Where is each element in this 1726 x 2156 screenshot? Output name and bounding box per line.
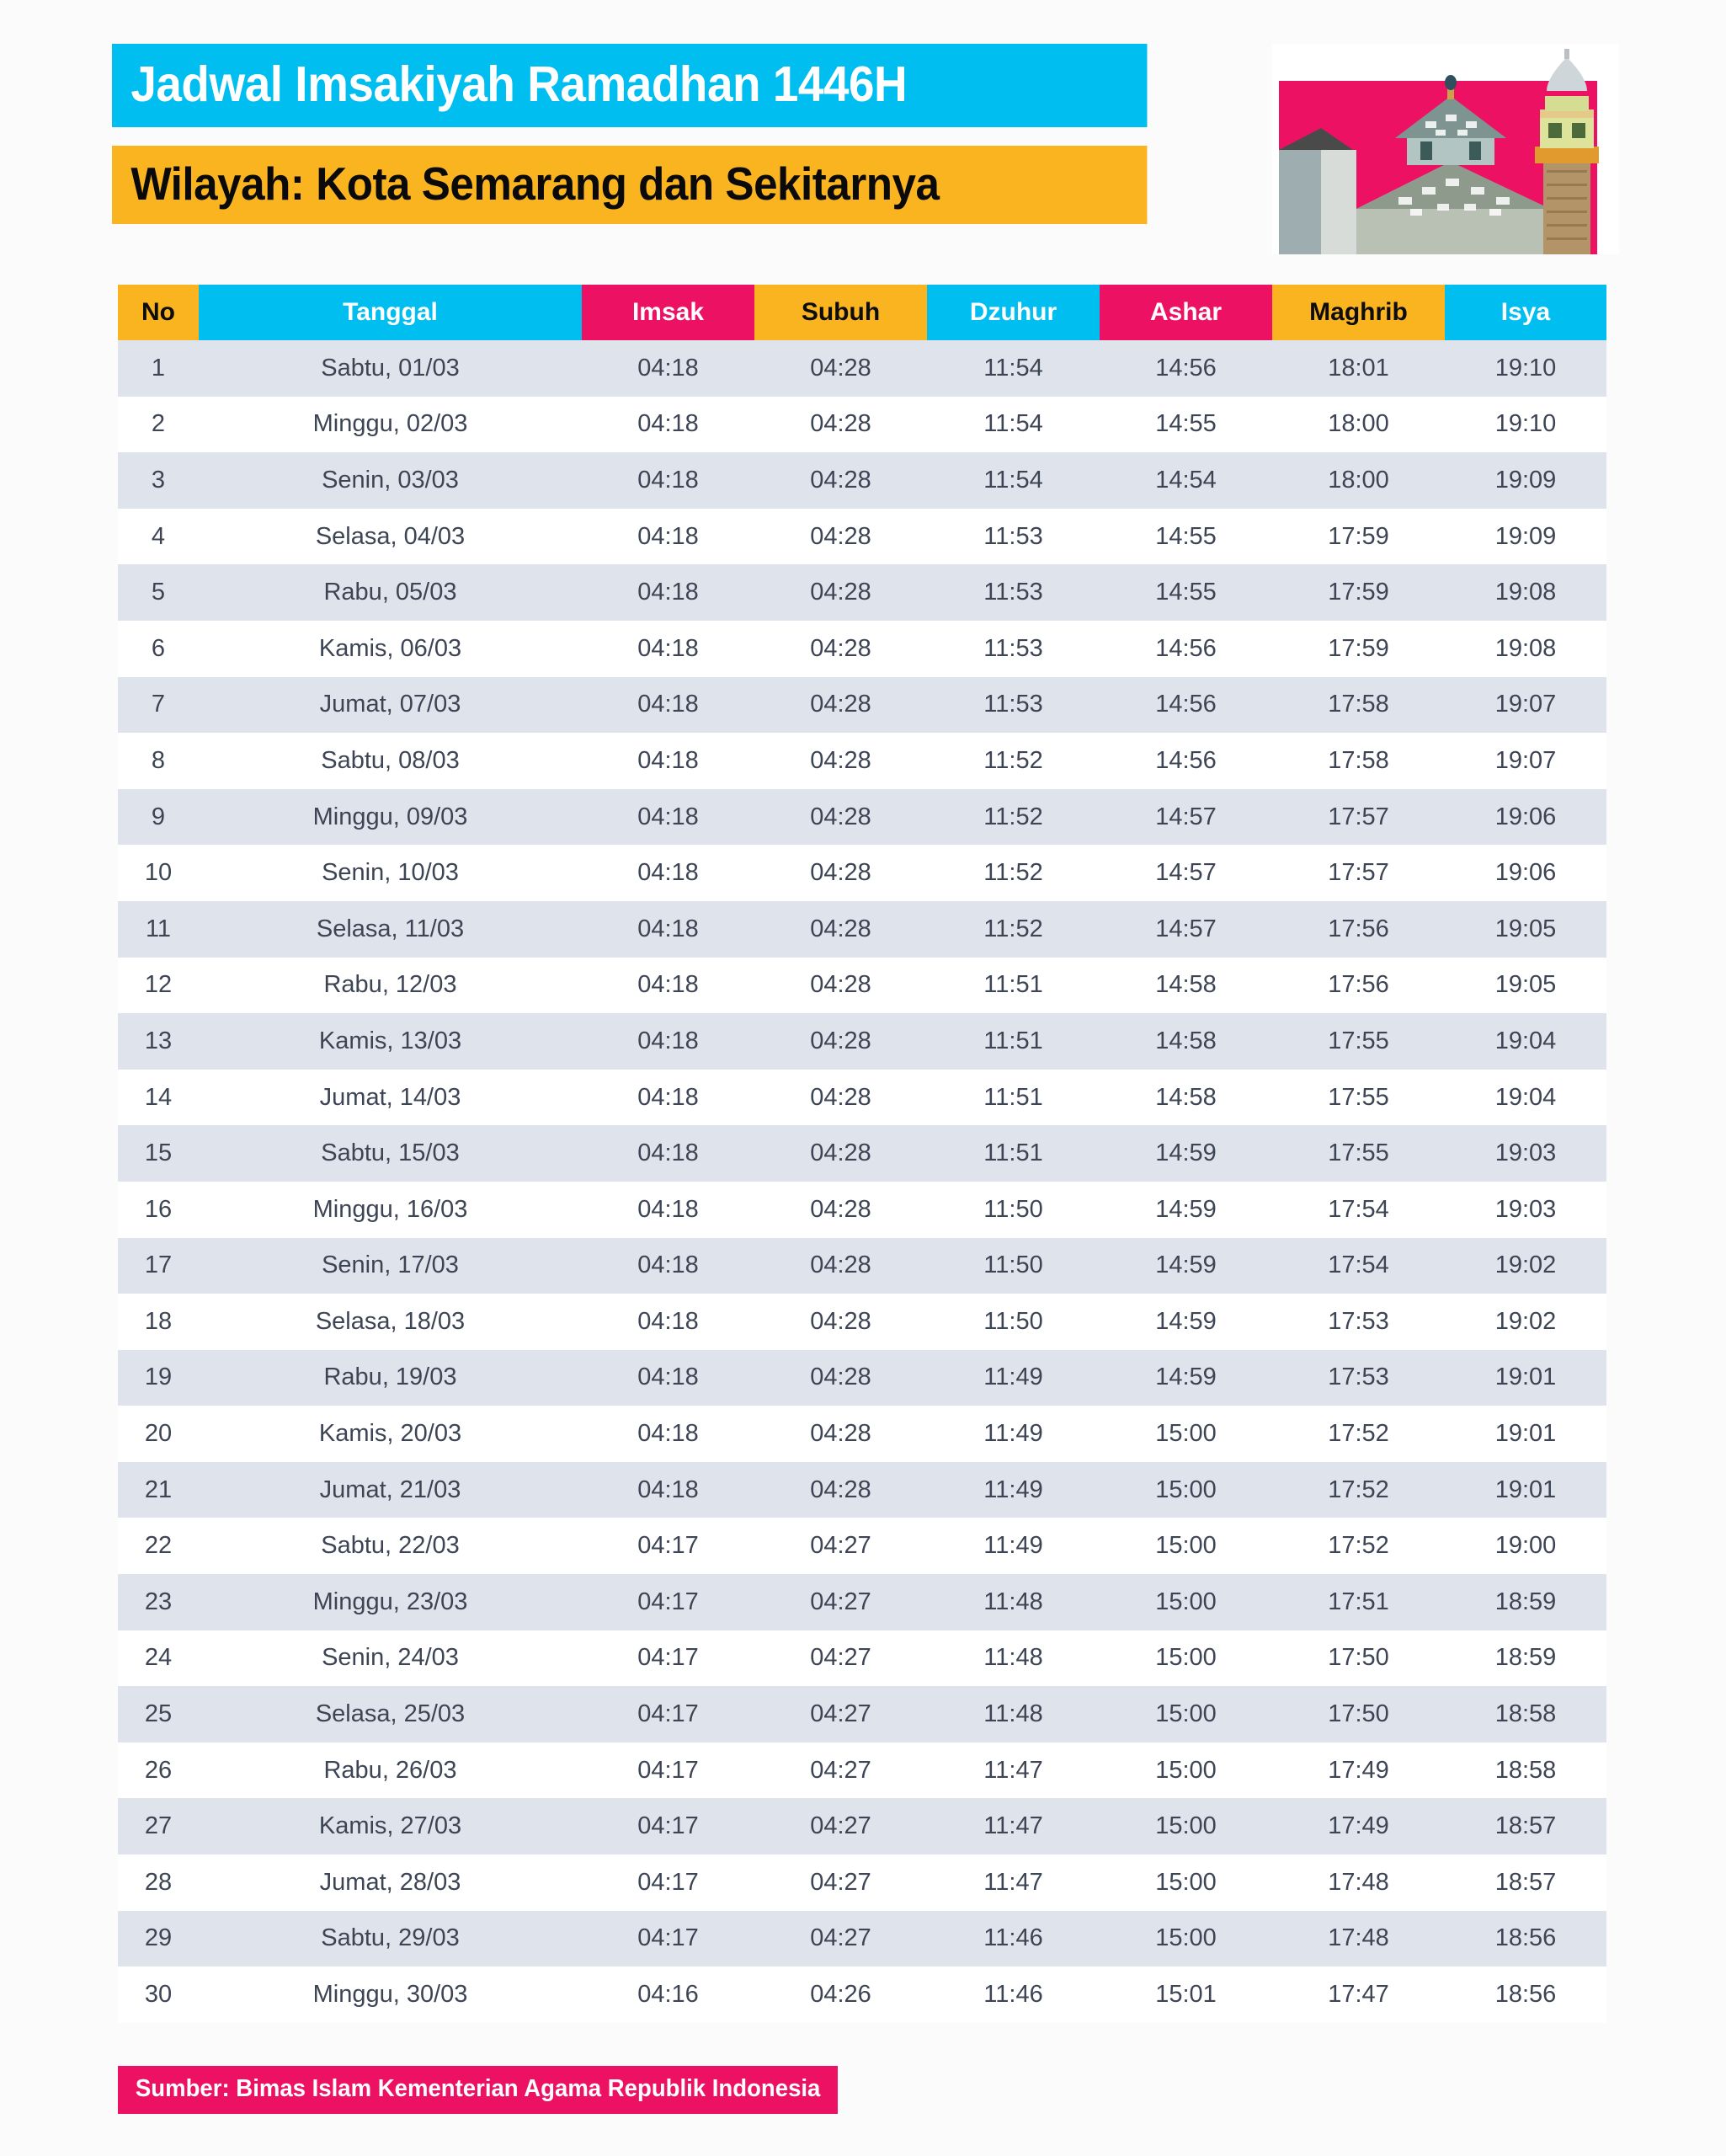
cell-isya: 19:05: [1445, 958, 1606, 1014]
cell-tanggal: Rabu, 12/03: [199, 958, 582, 1014]
cell-imsak: 04:18: [582, 1125, 754, 1182]
cell-maghrib: 17:58: [1272, 733, 1445, 789]
cell-imsak: 04:18: [582, 1462, 754, 1518]
cell-maghrib: 17:55: [1272, 1070, 1445, 1126]
cell-subuh: 04:27: [754, 1686, 927, 1742]
cell-isya: 19:07: [1445, 677, 1606, 734]
cell-no: 30: [118, 1967, 199, 2023]
table-head: [118, 285, 1606, 340]
cell-no: 23: [118, 1574, 199, 1630]
cell-subuh: 04:28: [754, 340, 927, 397]
cell-no: 7: [118, 677, 199, 734]
cell-isya: 19:04: [1445, 1013, 1606, 1070]
cell-subuh: 04:27: [754, 1574, 927, 1630]
table-row: [118, 1630, 1606, 1687]
cell-dzuhur: 11:53: [927, 509, 1100, 565]
cell-tanggal: Rabu, 19/03: [199, 1350, 582, 1406]
cell-ashar: 15:00: [1100, 1686, 1272, 1742]
cell-tanggal: Jumat, 07/03: [199, 677, 582, 734]
cell-maghrib: 17:53: [1272, 1350, 1445, 1406]
cell-maghrib: 17:52: [1272, 1462, 1445, 1518]
cell-tanggal: Jumat, 21/03: [199, 1462, 582, 1518]
table-row: [118, 845, 1606, 901]
mosque-illustration: [1272, 44, 1619, 254]
cell-no: 13: [118, 1013, 199, 1070]
cell-no: 1: [118, 340, 199, 397]
cell-dzuhur: 11:52: [927, 789, 1100, 846]
cell-dzuhur: 11:50: [927, 1294, 1100, 1350]
cell-dzuhur: 11:50: [927, 1238, 1100, 1294]
cell-ashar: 14:57: [1100, 845, 1272, 901]
table-row: [118, 1350, 1606, 1406]
mosque-photo: [1272, 44, 1619, 254]
cell-isya: 18:57: [1445, 1854, 1606, 1911]
cell-no: 12: [118, 958, 199, 1014]
cell-maghrib: 17:56: [1272, 958, 1445, 1014]
cell-imsak: 04:18: [582, 621, 754, 677]
cell-ashar: 14:56: [1100, 677, 1272, 734]
cell-maghrib: 17:54: [1272, 1182, 1445, 1238]
cell-dzuhur: 11:51: [927, 1070, 1100, 1126]
cell-subuh: 04:27: [754, 1518, 927, 1574]
cell-maghrib: 17:58: [1272, 677, 1445, 734]
cell-subuh: 04:28: [754, 397, 927, 453]
cell-isya: 19:05: [1445, 901, 1606, 958]
table-row: [118, 733, 1606, 789]
table-body: [118, 340, 1606, 2023]
cell-ashar: 15:00: [1100, 1798, 1272, 1854]
cell-ashar: 14:55: [1100, 397, 1272, 453]
cell-subuh: 04:28: [754, 509, 927, 565]
cell-isya: 19:01: [1445, 1350, 1606, 1406]
cell-no: 3: [118, 452, 199, 509]
cell-maghrib: 17:54: [1272, 1238, 1445, 1294]
column-header-subuh: Subuh: [754, 285, 927, 340]
cell-dzuhur: 11:50: [927, 1182, 1100, 1238]
page-title: Jadwal Imsakiyah Ramadhan 1446H: [112, 44, 1147, 127]
cell-isya: 19:03: [1445, 1125, 1606, 1182]
cell-subuh: 04:28: [754, 1182, 927, 1238]
cell-subuh: 04:28: [754, 564, 927, 621]
cell-isya: 19:10: [1445, 397, 1606, 453]
cell-dzuhur: 11:52: [927, 901, 1100, 958]
cell-maghrib: 17:49: [1272, 1798, 1445, 1854]
cell-maghrib: 17:59: [1272, 564, 1445, 621]
table-row: [118, 1182, 1606, 1238]
cell-imsak: 04:18: [582, 789, 754, 846]
cell-dzuhur: 11:52: [927, 845, 1100, 901]
cell-subuh: 04:27: [754, 1854, 927, 1911]
cell-isya: 19:07: [1445, 733, 1606, 789]
cell-dzuhur: 11:48: [927, 1630, 1100, 1687]
cell-tanggal: Selasa, 11/03: [199, 901, 582, 958]
cell-isya: 18:57: [1445, 1798, 1606, 1854]
cell-maghrib: 17:53: [1272, 1294, 1445, 1350]
cell-imsak: 04:17: [582, 1742, 754, 1799]
cell-imsak: 04:18: [582, 1013, 754, 1070]
cell-maghrib: 17:56: [1272, 901, 1445, 958]
cell-dzuhur: 11:53: [927, 564, 1100, 621]
cell-dzuhur: 11:52: [927, 733, 1100, 789]
cell-no: 20: [118, 1406, 199, 1462]
region-subtitle: Wilayah: Kota Semarang dan Sekitarnya: [112, 146, 1147, 224]
cell-subuh: 04:28: [754, 1406, 927, 1462]
cell-tanggal: Senin, 10/03: [199, 845, 582, 901]
column-header-dzuhur: Dzuhur: [927, 285, 1100, 340]
cell-imsak: 04:18: [582, 901, 754, 958]
cell-isya: 19:01: [1445, 1406, 1606, 1462]
cell-imsak: 04:18: [582, 340, 754, 397]
cell-isya: 19:06: [1445, 845, 1606, 901]
cell-dzuhur: 11:54: [927, 397, 1100, 453]
cell-subuh: 04:28: [754, 1070, 927, 1126]
cell-dzuhur: 11:49: [927, 1350, 1100, 1406]
cell-tanggal: Sabtu, 01/03: [199, 340, 582, 397]
cell-tanggal: Minggu, 09/03: [199, 789, 582, 846]
table-row: [118, 1462, 1606, 1518]
cell-isya: 18:59: [1445, 1630, 1606, 1687]
cell-maghrib: 17:51: [1272, 1574, 1445, 1630]
cell-ashar: 15:00: [1100, 1630, 1272, 1687]
cell-tanggal: Rabu, 05/03: [199, 564, 582, 621]
cell-maghrib: 17:57: [1272, 789, 1445, 846]
table-row: [118, 789, 1606, 846]
cell-no: 24: [118, 1630, 199, 1687]
cell-dzuhur: 11:47: [927, 1854, 1100, 1911]
cell-isya: 19:02: [1445, 1238, 1606, 1294]
cell-tanggal: Kamis, 13/03: [199, 1013, 582, 1070]
cell-dzuhur: 11:49: [927, 1462, 1100, 1518]
cell-maghrib: 17:50: [1272, 1630, 1445, 1687]
cell-tanggal: Kamis, 27/03: [199, 1798, 582, 1854]
cell-subuh: 04:28: [754, 1294, 927, 1350]
cell-ashar: 15:00: [1100, 1911, 1272, 1967]
cell-ashar: 14:55: [1100, 564, 1272, 621]
cell-subuh: 04:28: [754, 1125, 927, 1182]
cell-imsak: 04:18: [582, 509, 754, 565]
table-row: [118, 1574, 1606, 1630]
cell-no: 18: [118, 1294, 199, 1350]
cell-maghrib: 17:49: [1272, 1742, 1445, 1799]
cell-maghrib: 17:59: [1272, 621, 1445, 677]
cell-isya: 19:06: [1445, 789, 1606, 846]
cell-tanggal: Kamis, 20/03: [199, 1406, 582, 1462]
cell-no: 4: [118, 509, 199, 565]
cell-imsak: 04:17: [582, 1518, 754, 1574]
cell-ashar: 15:00: [1100, 1854, 1272, 1911]
cell-dzuhur: 11:46: [927, 1911, 1100, 1967]
cell-subuh: 04:28: [754, 733, 927, 789]
cell-ashar: 14:54: [1100, 452, 1272, 509]
cell-tanggal: Senin, 03/03: [199, 452, 582, 509]
cell-imsak: 04:17: [582, 1798, 754, 1854]
cell-dzuhur: 11:53: [927, 621, 1100, 677]
cell-no: 8: [118, 733, 199, 789]
cell-isya: 19:08: [1445, 564, 1606, 621]
cell-isya: 19:09: [1445, 509, 1606, 565]
cell-maghrib: 17:48: [1272, 1854, 1445, 1911]
cell-imsak: 04:18: [582, 1406, 754, 1462]
cell-dzuhur: 11:46: [927, 1967, 1100, 2023]
cell-isya: 19:03: [1445, 1182, 1606, 1238]
cell-isya: 18:58: [1445, 1686, 1606, 1742]
cell-no: 2: [118, 397, 199, 453]
table-row: [118, 397, 1606, 453]
cell-dzuhur: 11:54: [927, 340, 1100, 397]
cell-imsak: 04:18: [582, 1350, 754, 1406]
cell-subuh: 04:28: [754, 1462, 927, 1518]
cell-imsak: 04:18: [582, 397, 754, 453]
cell-subuh: 04:28: [754, 621, 927, 677]
table-row: [118, 1911, 1606, 1967]
cell-no: 19: [118, 1350, 199, 1406]
cell-dzuhur: 11:48: [927, 1686, 1100, 1742]
cell-isya: 19:09: [1445, 452, 1606, 509]
cell-ashar: 15:00: [1100, 1518, 1272, 1574]
cell-maghrib: 17:50: [1272, 1686, 1445, 1742]
cell-isya: 19:04: [1445, 1070, 1606, 1126]
column-header-imsak: Imsak: [582, 285, 754, 340]
cell-no: 11: [118, 901, 199, 958]
cell-ashar: 14:58: [1100, 958, 1272, 1014]
cell-tanggal: Senin, 17/03: [199, 1238, 582, 1294]
cell-tanggal: Rabu, 26/03: [199, 1742, 582, 1799]
table-row: [118, 1518, 1606, 1574]
cell-ashar: 15:00: [1100, 1406, 1272, 1462]
cell-no: 17: [118, 1238, 199, 1294]
cell-imsak: 04:18: [582, 1294, 754, 1350]
cell-imsak: 04:18: [582, 677, 754, 734]
table-row: [118, 1013, 1606, 1070]
cell-maghrib: 18:01: [1272, 340, 1445, 397]
table-row: [118, 452, 1606, 509]
cell-ashar: 15:01: [1100, 1967, 1272, 2023]
table-row: [118, 1798, 1606, 1854]
cell-maghrib: 17:57: [1272, 845, 1445, 901]
table-row: [118, 1742, 1606, 1799]
table-row: [118, 1854, 1606, 1911]
cell-imsak: 04:18: [582, 1070, 754, 1126]
cell-subuh: 04:28: [754, 901, 927, 958]
cell-imsak: 04:18: [582, 1182, 754, 1238]
cell-subuh: 04:27: [754, 1911, 927, 1967]
cell-maghrib: 17:59: [1272, 509, 1445, 565]
title-block: [112, 44, 1225, 224]
table-row: [118, 901, 1606, 958]
cell-subuh: 04:28: [754, 789, 927, 846]
cell-no: 28: [118, 1854, 199, 1911]
cell-subuh: 04:27: [754, 1742, 927, 1799]
source-badge: Sumber: Bimas Islam Kementerian Agama Republik Indonesia: [118, 2066, 838, 2114]
cell-no: 9: [118, 789, 199, 846]
cell-tanggal: Jumat, 28/03: [199, 1854, 582, 1911]
cell-tanggal: Minggu, 30/03: [199, 1967, 582, 2023]
cell-no: 15: [118, 1125, 199, 1182]
cell-no: 22: [118, 1518, 199, 1574]
cell-ashar: 14:56: [1100, 621, 1272, 677]
page-header: [112, 44, 1619, 254]
table-row: [118, 621, 1606, 677]
cell-tanggal: Sabtu, 29/03: [199, 1911, 582, 1967]
cell-imsak: 04:16: [582, 1967, 754, 2023]
cell-tanggal: Sabtu, 15/03: [199, 1125, 582, 1182]
cell-imsak: 04:18: [582, 452, 754, 509]
cell-ashar: 14:58: [1100, 1070, 1272, 1126]
cell-imsak: 04:17: [582, 1911, 754, 1967]
cell-dzuhur: 11:47: [927, 1798, 1100, 1854]
table-row: [118, 1686, 1606, 1742]
cell-tanggal: Minggu, 23/03: [199, 1574, 582, 1630]
cell-no: 27: [118, 1798, 199, 1854]
cell-isya: 19:02: [1445, 1294, 1606, 1350]
cell-imsak: 04:17: [582, 1854, 754, 1911]
column-header-maghrib: Maghrib: [1272, 285, 1445, 340]
table-row: [118, 1070, 1606, 1126]
cell-isya: 18:56: [1445, 1967, 1606, 2023]
cell-subuh: 04:26: [754, 1967, 927, 2023]
cell-imsak: 04:17: [582, 1686, 754, 1742]
cell-dzuhur: 11:53: [927, 677, 1100, 734]
cell-maghrib: 17:52: [1272, 1518, 1445, 1574]
cell-imsak: 04:17: [582, 1574, 754, 1630]
cell-subuh: 04:28: [754, 1238, 927, 1294]
cell-imsak: 04:18: [582, 733, 754, 789]
column-header-tanggal: Tanggal: [199, 285, 582, 340]
cell-ashar: 15:00: [1100, 1574, 1272, 1630]
cell-dzuhur: 11:49: [927, 1518, 1100, 1574]
cell-ashar: 14:57: [1100, 901, 1272, 958]
cell-isya: 18:59: [1445, 1574, 1606, 1630]
cell-tanggal: Kamis, 06/03: [199, 621, 582, 677]
cell-no: 21: [118, 1462, 199, 1518]
cell-subuh: 04:28: [754, 1013, 927, 1070]
cell-imsak: 04:18: [582, 845, 754, 901]
cell-tanggal: Senin, 24/03: [199, 1630, 582, 1687]
cell-tanggal: Jumat, 14/03: [199, 1070, 582, 1126]
cell-maghrib: 18:00: [1272, 452, 1445, 509]
cell-subuh: 04:28: [754, 958, 927, 1014]
table-row: [118, 564, 1606, 621]
imsakiyah-table: [118, 285, 1606, 2023]
cell-subuh: 04:27: [754, 1630, 927, 1687]
cell-dzuhur: 11:51: [927, 1125, 1100, 1182]
cell-ashar: 14:57: [1100, 789, 1272, 846]
cell-tanggal: Sabtu, 08/03: [199, 733, 582, 789]
cell-maghrib: 17:52: [1272, 1406, 1445, 1462]
column-header-isya: Isya: [1445, 285, 1606, 340]
table-row: [118, 340, 1606, 397]
cell-tanggal: Minggu, 02/03: [199, 397, 582, 453]
cell-maghrib: 17:48: [1272, 1911, 1445, 1967]
cell-no: 10: [118, 845, 199, 901]
cell-maghrib: 17:47: [1272, 1967, 1445, 2023]
cell-dzuhur: 11:51: [927, 1013, 1100, 1070]
cell-subuh: 04:27: [754, 1798, 927, 1854]
cell-no: 5: [118, 564, 199, 621]
cell-ashar: 14:55: [1100, 509, 1272, 565]
cell-isya: 18:56: [1445, 1911, 1606, 1967]
cell-imsak: 04:17: [582, 1630, 754, 1687]
cell-ashar: 14:58: [1100, 1013, 1272, 1070]
cell-tanggal: Sabtu, 22/03: [199, 1518, 582, 1574]
cell-subuh: 04:28: [754, 452, 927, 509]
table-row: [118, 958, 1606, 1014]
schedule-table-wrap: [118, 285, 1606, 2023]
cell-imsak: 04:18: [582, 958, 754, 1014]
cell-imsak: 04:18: [582, 1238, 754, 1294]
cell-tanggal: Selasa, 25/03: [199, 1686, 582, 1742]
table-row: [118, 1125, 1606, 1182]
cell-ashar: 15:00: [1100, 1742, 1272, 1799]
cell-subuh: 04:28: [754, 845, 927, 901]
cell-tanggal: Selasa, 18/03: [199, 1294, 582, 1350]
cell-no: 14: [118, 1070, 199, 1126]
cell-no: 29: [118, 1911, 199, 1967]
cell-ashar: 14:56: [1100, 340, 1272, 397]
cell-no: 16: [118, 1182, 199, 1238]
column-header-ashar: Ashar: [1100, 285, 1272, 340]
cell-isya: 19:08: [1445, 621, 1606, 677]
cell-ashar: 15:00: [1100, 1462, 1272, 1518]
cell-subuh: 04:28: [754, 1350, 927, 1406]
cell-dzuhur: 11:49: [927, 1406, 1100, 1462]
cell-isya: 19:01: [1445, 1462, 1606, 1518]
table-row: [118, 1406, 1606, 1462]
cell-dzuhur: 11:48: [927, 1574, 1100, 1630]
cell-imsak: 04:18: [582, 564, 754, 621]
table-row: [118, 1238, 1606, 1294]
table-row: [118, 1967, 1606, 2023]
cell-dzuhur: 11:54: [927, 452, 1100, 509]
table-header-row: [118, 285, 1606, 340]
cell-no: 26: [118, 1742, 199, 1799]
cell-ashar: 14:59: [1100, 1238, 1272, 1294]
cell-tanggal: Minggu, 16/03: [199, 1182, 582, 1238]
cell-maghrib: 17:55: [1272, 1125, 1445, 1182]
cell-maghrib: 17:55: [1272, 1013, 1445, 1070]
table-row: [118, 677, 1606, 734]
cell-maghrib: 18:00: [1272, 397, 1445, 453]
cell-no: 25: [118, 1686, 199, 1742]
cell-isya: 19:00: [1445, 1518, 1606, 1574]
cell-isya: 18:58: [1445, 1742, 1606, 1799]
column-header-no: No: [118, 285, 199, 340]
table-row: [118, 509, 1606, 565]
cell-tanggal: Selasa, 04/03: [199, 509, 582, 565]
cell-no: 6: [118, 621, 199, 677]
cell-dzuhur: 11:47: [927, 1742, 1100, 1799]
cell-ashar: 14:59: [1100, 1125, 1272, 1182]
cell-ashar: 14:59: [1100, 1350, 1272, 1406]
cell-dzuhur: 11:51: [927, 958, 1100, 1014]
cell-subuh: 04:28: [754, 677, 927, 734]
table-row: [118, 1294, 1606, 1350]
cell-ashar: 14:59: [1100, 1294, 1272, 1350]
cell-isya: 19:10: [1445, 340, 1606, 397]
cell-ashar: 14:56: [1100, 733, 1272, 789]
cell-ashar: 14:59: [1100, 1182, 1272, 1238]
